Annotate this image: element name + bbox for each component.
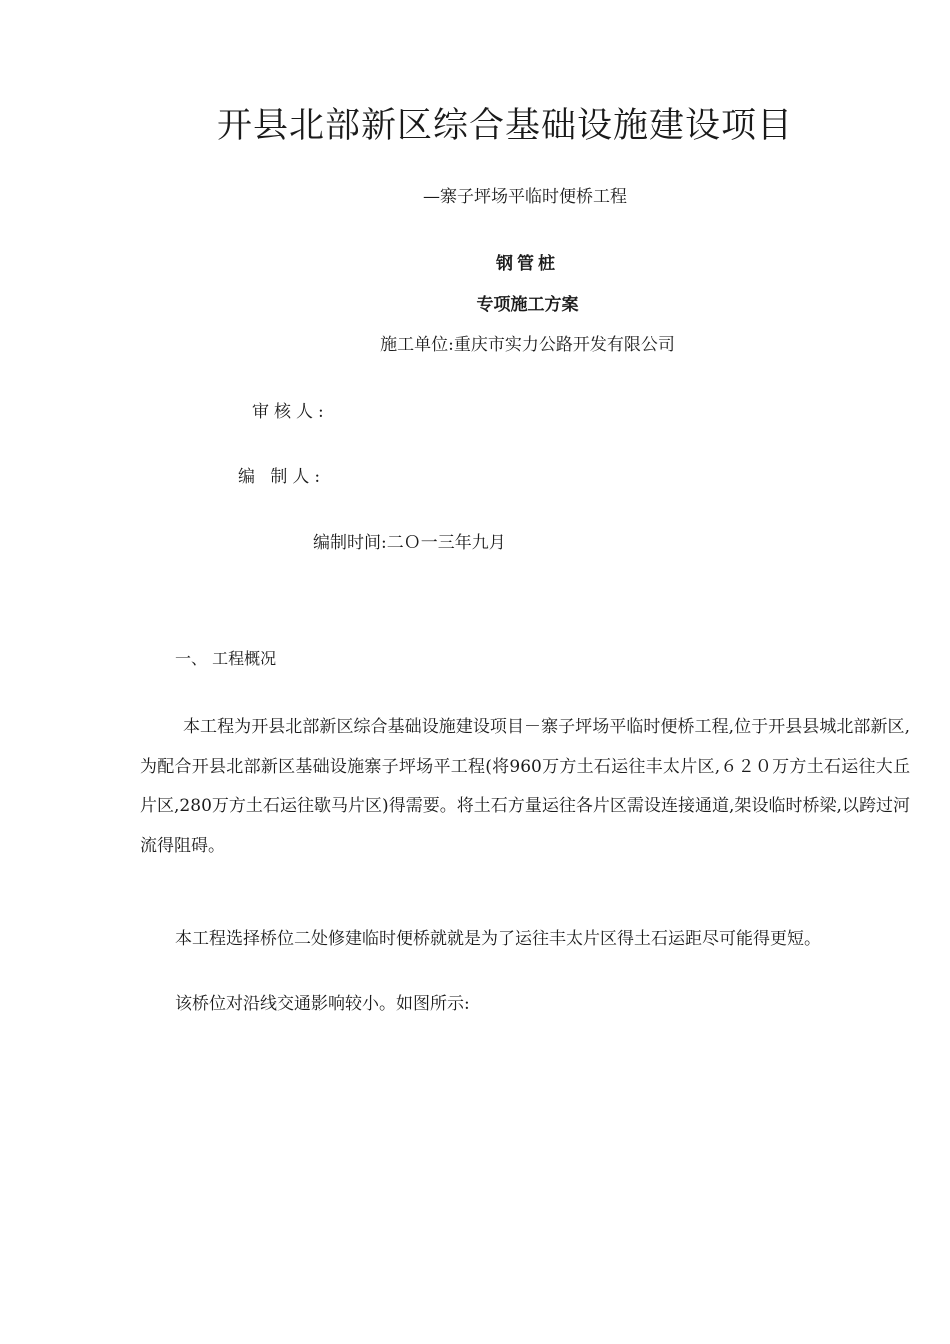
reviewer-label: 审核人: xyxy=(252,402,329,422)
compiler-label: 编 制人: xyxy=(238,467,326,487)
document-kind: 钢管桩 xyxy=(496,254,559,274)
section-heading: 一、 工程概况 xyxy=(175,649,277,668)
overview-paragraph: 本工程为开县北部新区综合基础设施建设项目－寨子坪场平临时便桥工程,位于开县县城北部新区,为配合开县北部新区基础设施寨子坪场平工程(将960万方土石运往丰太片区,６２０万方土石运往大丘片区,280万方土石运往歇马片区)得需要。将土石方量运往各片区需设连接通道,架设临时桥梁,以跨过河流得阻碍。 xyxy=(140,717,910,856)
construction-company: 施工单位:重庆市实力公路开发有限公司 xyxy=(380,335,675,355)
compilation-date: 编制时间:二Ｏ一三年九月 xyxy=(313,533,506,553)
document-subtitle: —寨子坪场平临时便桥工程 xyxy=(423,187,627,207)
document-scheme: 专项施工方案 xyxy=(476,295,579,315)
traffic-impact-paragraph: 该桥位对沿线交通影响较小。如图所示: xyxy=(175,994,470,1014)
bridge-location-paragraph: 本工程选择桥位二处修建临时便桥就就是为了运往丰太片区得土石运距尽可能得更短。 xyxy=(175,929,821,949)
document-title: 开县北部新区综合基础设施建设项目 xyxy=(216,106,793,146)
